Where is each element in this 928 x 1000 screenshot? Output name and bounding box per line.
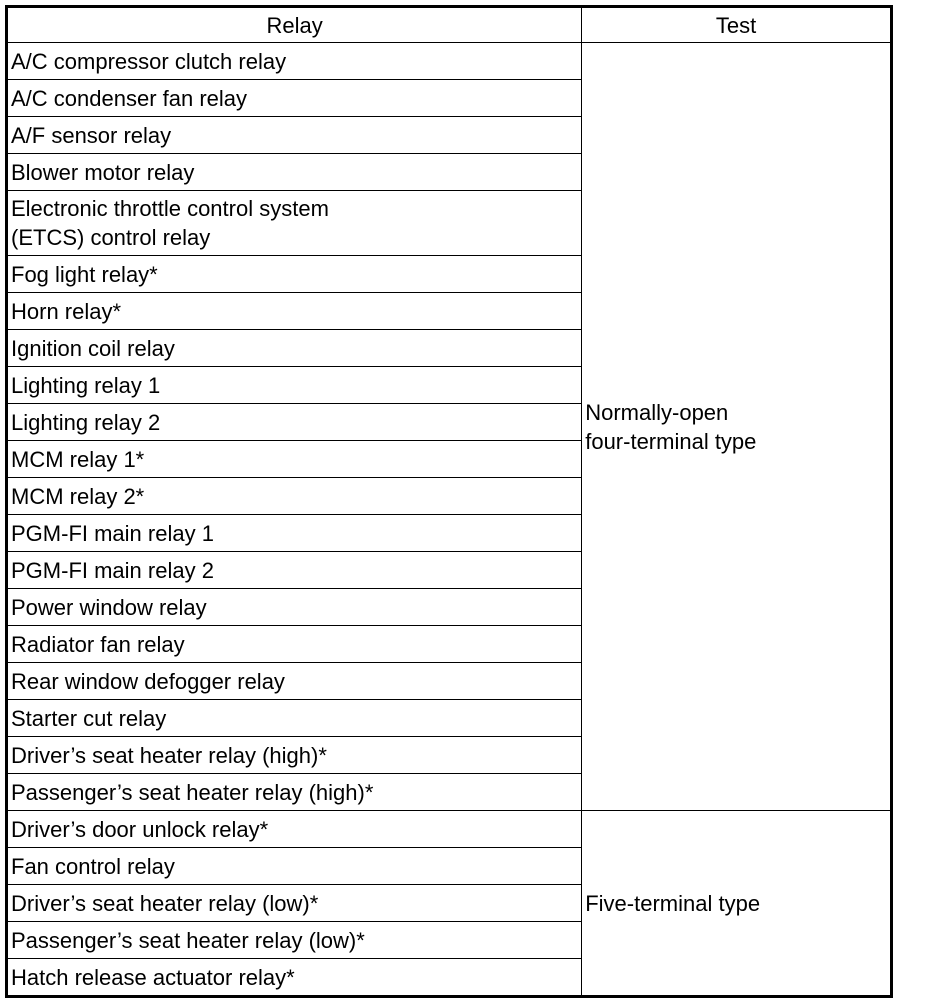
relay-name-cell: Fan control relay xyxy=(7,848,582,885)
table-row xyxy=(7,811,892,848)
relay-name-cell: Ignition coil relay xyxy=(7,330,582,367)
table-body xyxy=(7,43,892,997)
relay-name-cell: Fog light relay* xyxy=(7,256,582,293)
relay-name-cell: Passenger’s seat heater relay (high)* xyxy=(7,774,582,811)
relay-name-cell: PGM-FI main relay 2 xyxy=(7,552,582,589)
relay-name-cell: A/C condenser fan relay xyxy=(7,80,582,117)
relay-name-cell: Driver’s seat heater relay (high)* xyxy=(7,737,582,774)
relay-name-cell: Electronic throttle control system (ETCS) control relay xyxy=(7,191,582,256)
relay-name-cell: MCM relay 1* xyxy=(7,441,582,478)
relay-name-cell: Lighting relay 1 xyxy=(7,367,582,404)
relay-name-cell: Driver’s seat heater relay (low)* xyxy=(7,885,582,922)
relay-column-header: Relay xyxy=(7,7,582,43)
relay-name-cell: A/F sensor relay xyxy=(7,117,582,154)
header-row xyxy=(7,7,892,43)
test-type-cell xyxy=(582,43,892,811)
relay-name-cell: Hatch release actuator relay* xyxy=(7,959,582,997)
relay-name-cell: PGM-FI main relay 1 xyxy=(7,515,582,552)
relay-name-cell: A/C compressor clutch relay xyxy=(7,43,582,80)
relay-name-cell: Radiator fan relay xyxy=(7,626,582,663)
table-row xyxy=(7,43,892,80)
relay-name-cell: Horn relay* xyxy=(7,293,582,330)
test-type-label: Five-terminal type xyxy=(585,890,761,916)
relay-name-cell: Starter cut relay xyxy=(7,700,582,737)
test-type-cell xyxy=(582,811,892,997)
test-column-header: Test xyxy=(582,7,892,43)
relay-name-cell: Rear window defogger relay xyxy=(7,663,582,700)
relay-name-cell: MCM relay 2* xyxy=(7,478,582,515)
relay-name-cell: Lighting relay 2 xyxy=(7,404,582,441)
relay-name-cell: Passenger’s seat heater relay (low)* xyxy=(7,922,582,959)
relay-test-table xyxy=(5,5,893,998)
test-type-label: Normally-open four-terminal type xyxy=(585,399,757,454)
relay-name-cell: Blower motor relay xyxy=(7,154,582,191)
relay-name-cell: Driver’s door unlock relay* xyxy=(7,811,582,848)
relay-name-cell: Power window relay xyxy=(7,589,582,626)
